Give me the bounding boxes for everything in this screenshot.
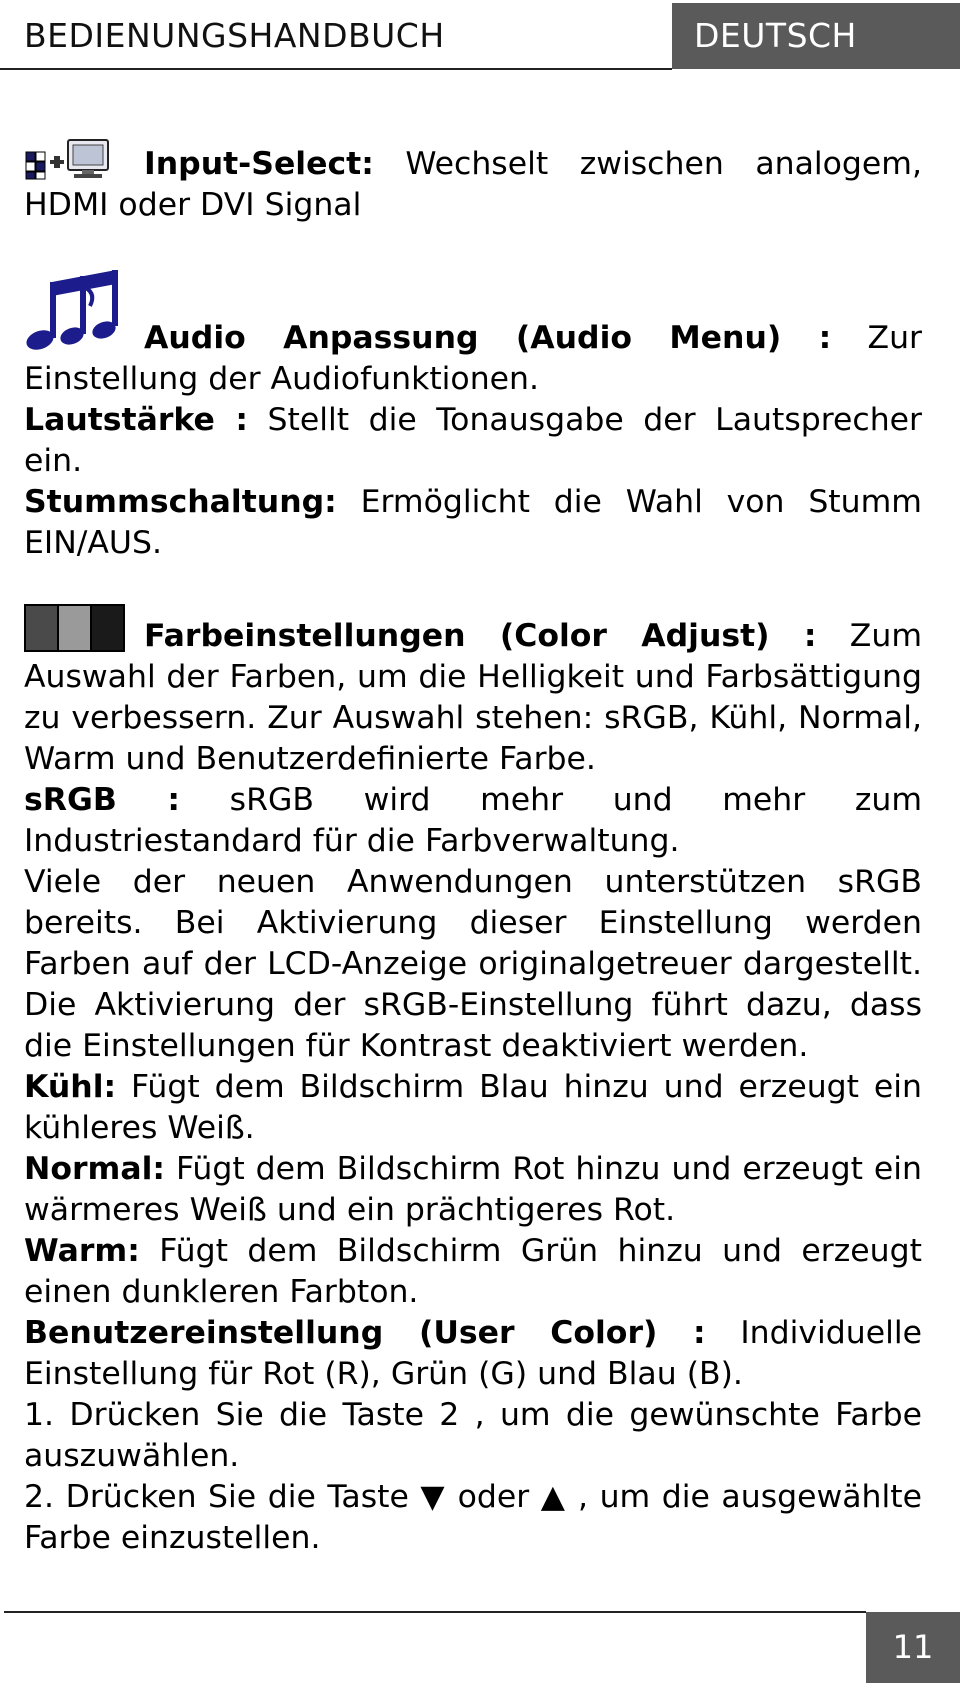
header-divider xyxy=(0,68,672,70)
page-content xyxy=(24,138,922,1559)
normal-text: Fügt dem Bildschirm Rot hinzu und erzeugt ein wärmeres Weiß und ein prächtigeres Rot. xyxy=(24,1151,922,1228)
step-2-text-c: , um die ausgewählte Farbe einzustellen. xyxy=(24,1479,922,1556)
audio-paragraph xyxy=(24,318,922,400)
srgb-text: sRGB wird mehr und mehr zum Industriestandard für die Farbverwaltung. xyxy=(24,782,923,859)
user-color-paragraph xyxy=(24,1313,922,1395)
color-title: Farbeinstellungen (Color Adjust) : xyxy=(144,618,817,654)
mute-text: Ermöglicht die Wahl von Stumm EIN/AUS. xyxy=(24,484,922,561)
step-2-paragraph xyxy=(24,1477,922,1559)
audio-text: Zur Einstellung der Audiofunktionen. xyxy=(24,320,922,397)
srgb-paragraph-2: Viele der neuen Anwendungen unterstützen sRGB bereits. Bei Aktivierung dieser Einstellung werden Farben auf der LCD-Anzeige originalgetreuer dargestellt. Die Aktivierung der sRGB-Einstellung führt dazu, dass die Einstellungen für Kontrast deaktiviert werden. xyxy=(24,864,922,1064)
music-notes-icon xyxy=(24,268,124,358)
step-1-paragraph: 1. Drücken Sie die Taste 2 , um die gewünschte Farbe auszuwählen. xyxy=(24,1397,922,1474)
cool-text: Fügt dem Bildschirm Blau hinzu und erzeugt ein kühleres Weiß. xyxy=(24,1069,922,1146)
input-select-text: Wechselt zwischen analogem, HDMI oder DVI Signal xyxy=(24,146,922,223)
color-swatches-icon xyxy=(24,604,126,656)
srgb-label: sRGB : xyxy=(24,782,181,818)
color-paragraph xyxy=(24,616,922,780)
input-select-paragraph xyxy=(24,144,922,226)
volume-text: Stellt die Tonausgabe der Lautsprecher ein. xyxy=(24,402,922,479)
srgb-paragraph xyxy=(24,780,922,862)
warm-text: Fügt dem Bildschirm Grün hinzu und erzeugt einen dunkleren Farbton. xyxy=(24,1233,922,1310)
audio-title: Audio Anpassung (Audio Menu) : xyxy=(144,320,832,356)
user-color-text: Individuelle Einstellung für Rot (R), Grün (G) und Blau (B). xyxy=(24,1315,922,1392)
cool-label: Kühl: xyxy=(24,1069,117,1105)
manual-title: BEDIENUNGSHANDBUCH xyxy=(24,16,445,55)
cool-paragraph xyxy=(24,1067,922,1149)
language-label: DEUTSCH xyxy=(672,3,960,69)
input-select-icon xyxy=(24,138,112,184)
warm-paragraph xyxy=(24,1231,922,1313)
normal-label: Normal: xyxy=(24,1151,166,1187)
user-color-label: Benutzereinstellung (User Color) : xyxy=(24,1315,706,1351)
step-2-text-b: oder xyxy=(446,1479,541,1515)
page-number: 11 xyxy=(866,1612,960,1683)
step-2-text-a: 2. Drücken Sie die Taste xyxy=(24,1479,421,1515)
arrow-down-icon: ▼ xyxy=(420,1479,447,1515)
volume-paragraph xyxy=(24,400,922,482)
mute-label: Stummschaltung: xyxy=(24,484,337,520)
input-select-title: Input-Select: xyxy=(144,146,374,182)
normal-paragraph xyxy=(24,1149,922,1231)
footer-divider xyxy=(4,1611,866,1613)
volume-label: Lautstärke : xyxy=(24,402,248,438)
page-header xyxy=(0,0,960,70)
warm-label: Warm: xyxy=(24,1233,140,1269)
mute-paragraph xyxy=(24,482,922,564)
color-text: Zum Auswahl der Farben, um die Helligkeit und Farbsättigung zu verbessern. Zur Auswahl stehen: sRGB, Kühl, Normal, Warm und Benutzerdefinierte Farbe. xyxy=(24,618,922,777)
arrow-up-icon: ▲ xyxy=(540,1479,567,1515)
